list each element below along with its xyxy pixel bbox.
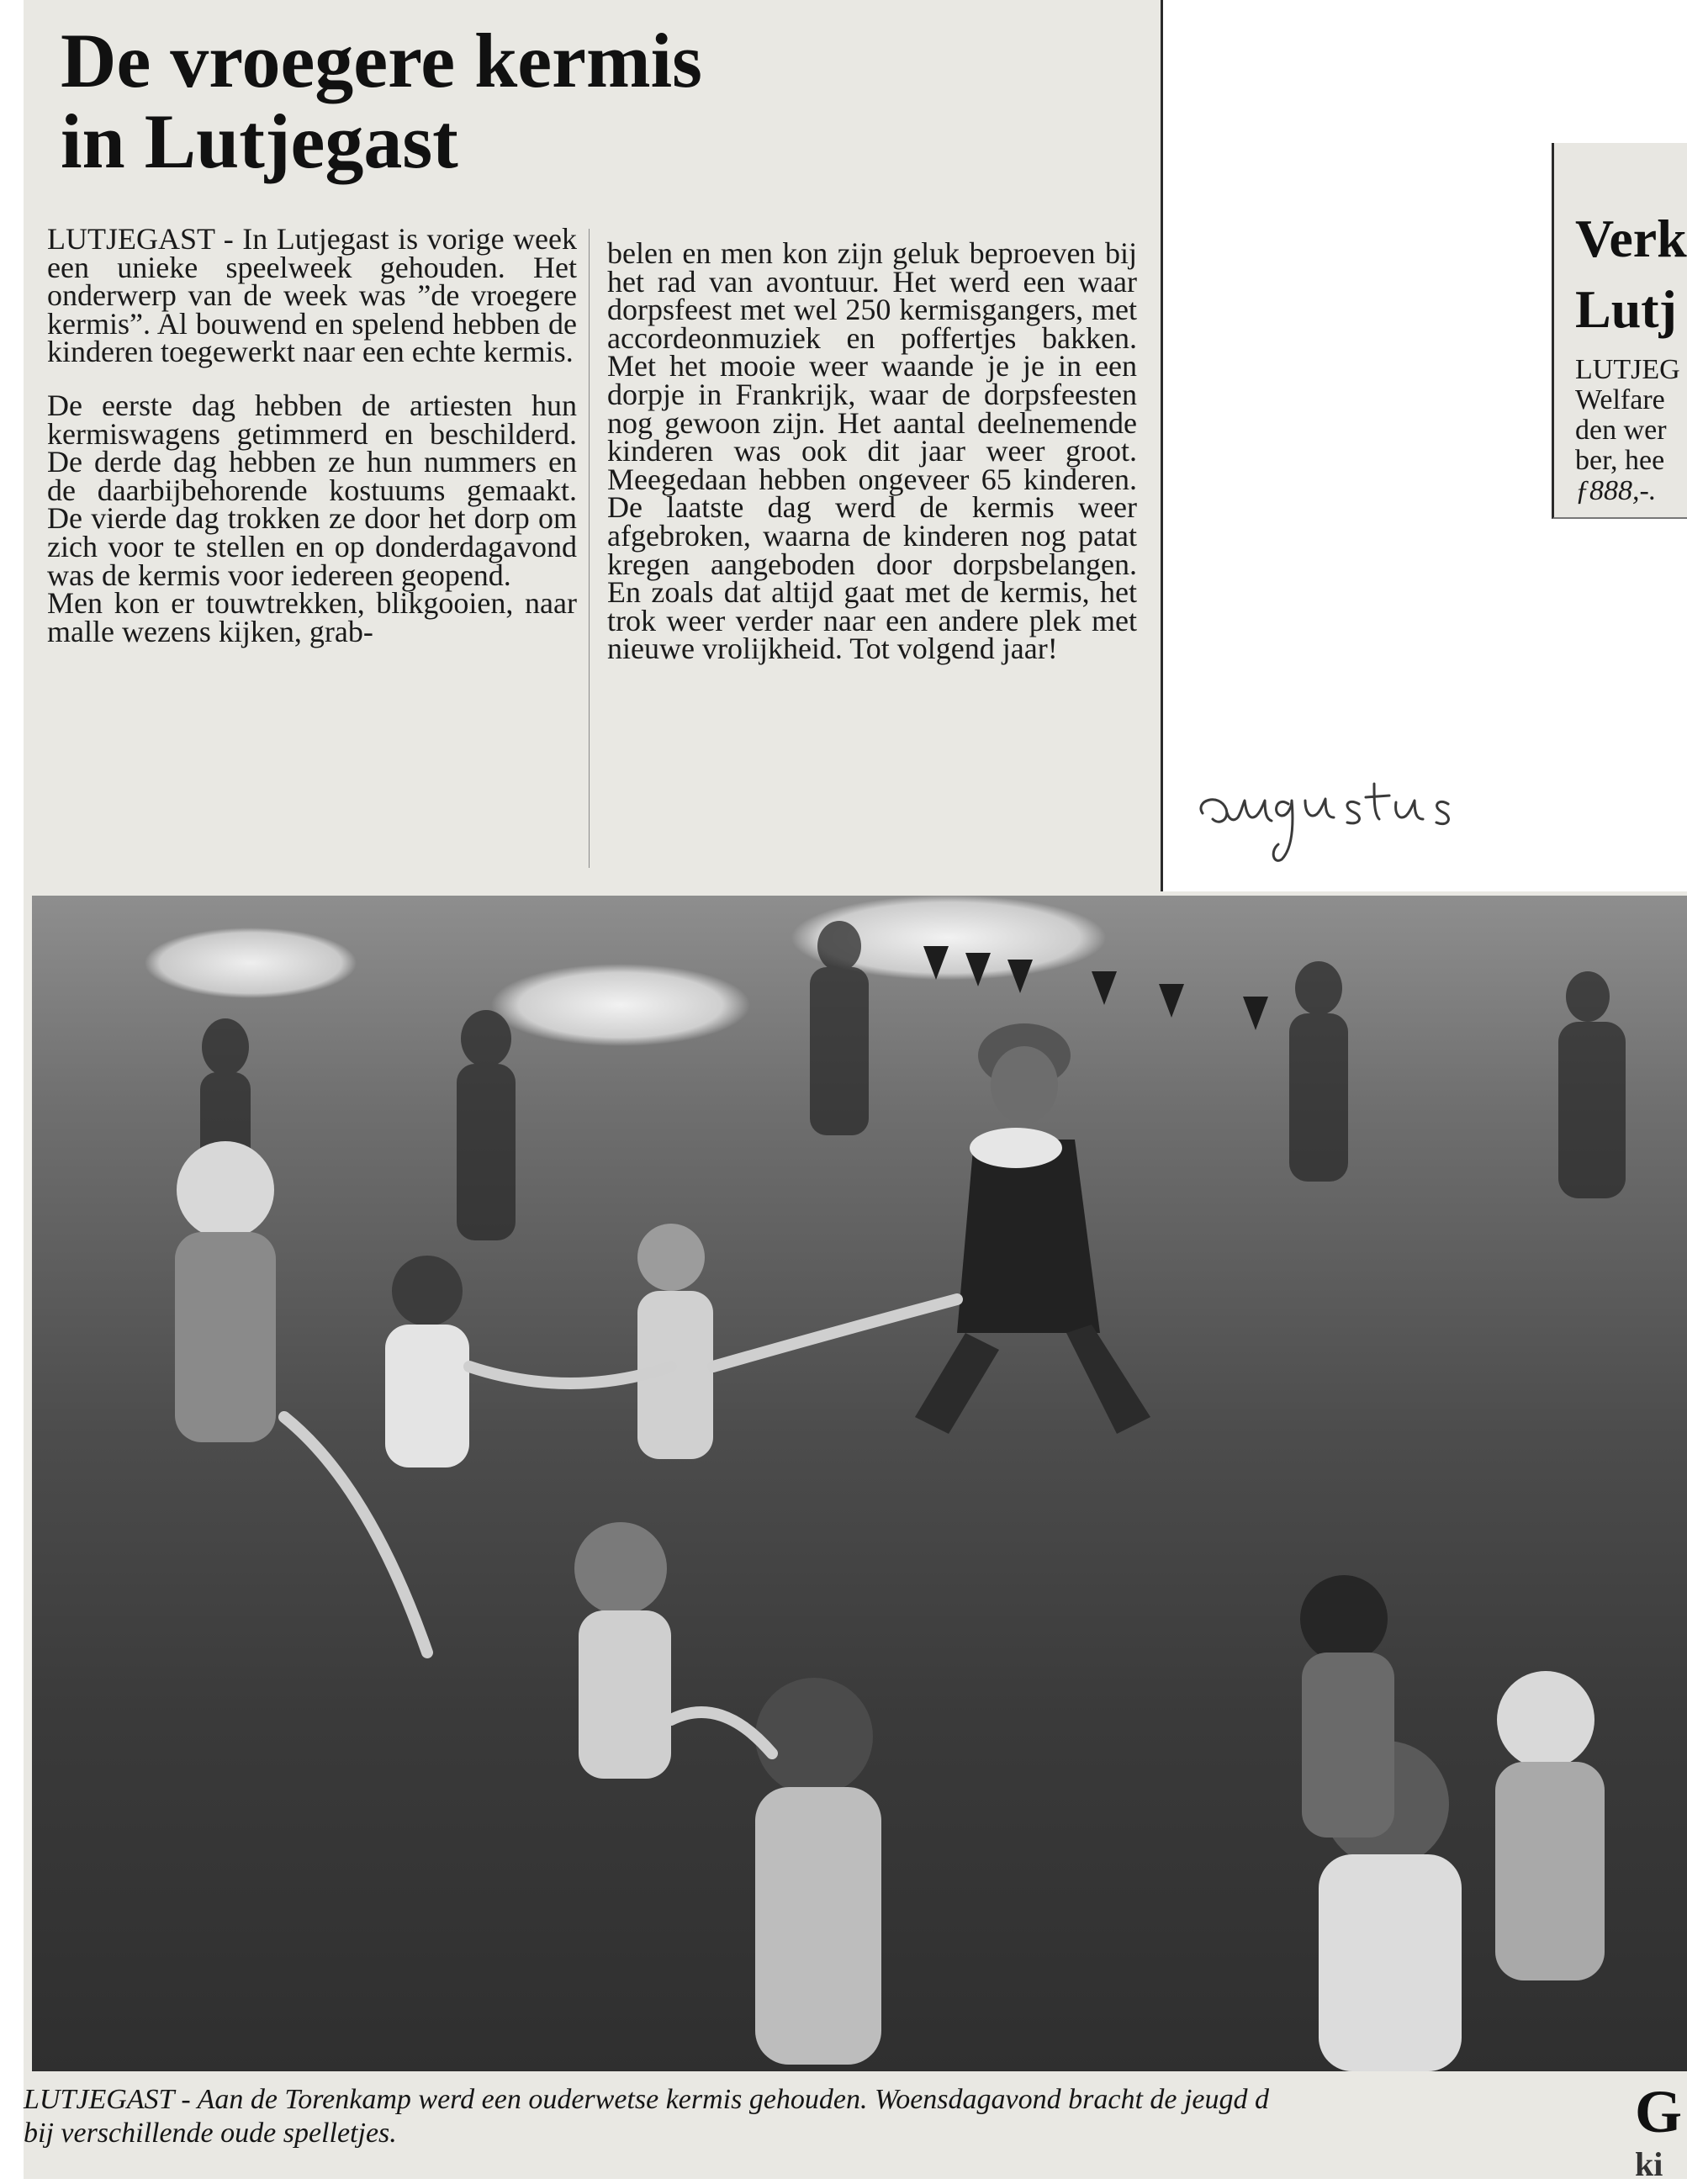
headline-line-1: De vroegere kermis	[61, 18, 702, 103]
column-divider	[589, 229, 590, 868]
side-clipping-text: LUTJEG Welfare den wer ber, hee	[1575, 354, 1680, 476]
kermis-photo	[32, 896, 1687, 2071]
paragraph-activities: Men kon er touwtrekken, blikgooien, naar malle wezens kijken, grab-	[47, 586, 577, 648]
side-clipping	[1552, 143, 1687, 519]
headline-line-2: in Lutjegast	[61, 98, 458, 184]
corner-fragment-letters: ki	[1635, 2145, 1663, 2183]
paragraph-days: De eerste dag hebben de artiesten hun kermiswagens getimmerd en beschilderd. De derde dag hebben ze hun nummers en de daarbijbehorende kostuums gemaakt. De vierde dag trokken ze door het dorp om zich voor te stellen en op donderdagavond was de kermis voor iedereen geopend.	[47, 388, 577, 592]
photo-caption	[24, 2083, 1638, 2150]
background-crowd	[200, 921, 1626, 1240]
paragraph-continuation: belen en men kon zijn geluk beproeven bij het rad van avontuur. Het werd een waar dorpsfeest met wel 250 kermisgangers, met accordeonmuziek en poffertjes bakken. Met het mooie weer waande je je in een dorpje in Frankrijk, waar de dorpsfeesten nog gewoon zijn. Het aantal deelnemende kinderen was ook dit jaar weer groot. Meegedaan hebben ongeveer 65 kinderen. De laatste dag werd de kermis weer afgebroken, waarna de kinderen nog patat kregen aangeboden door dorpsbelangen. En zoals dat altijd gaat met de kermis, het trok weer verder naar een andere plek met nieuwe vrolijkheid. Tot volgend jaar!	[607, 236, 1137, 666]
side-clipping-body	[1575, 355, 1680, 506]
handwritten-note	[1194, 767, 1514, 868]
paragraph-intro: LUTJEGAST - In Lutjegast is vorige week een unieke speelweek gehouden. Het onderwerp van de week was ”de vroegere kermis”. Al bouwend en spelend hebben de kinderen toegewerkt naar een echte kermis.	[47, 222, 577, 369]
side-clipping-amount: ƒ888,-.	[1575, 475, 1657, 506]
article-column-2	[607, 236, 1137, 666]
caption-line-2: bij verschillende oude spelletjes.	[24, 2118, 397, 2149]
article-headline	[61, 20, 935, 182]
children-circle	[175, 1141, 1605, 2071]
caption-line-1: LUTJEGAST - Aan de Torenkamp werd een ouderwetse kermis gehouden. Woensdagavond bracht de jeugd d	[24, 2084, 1270, 2115]
photo-scene	[32, 896, 1687, 2071]
handwriting-augustus-drawing	[1194, 767, 1514, 868]
clown-figure	[915, 1023, 1150, 1434]
corner-fragment-letter: G	[1635, 2078, 1683, 2145]
side-clipping-headline: Verk Lutj	[1575, 209, 1687, 339]
bunting-flags	[923, 946, 1268, 1030]
article-column-1	[47, 222, 577, 648]
